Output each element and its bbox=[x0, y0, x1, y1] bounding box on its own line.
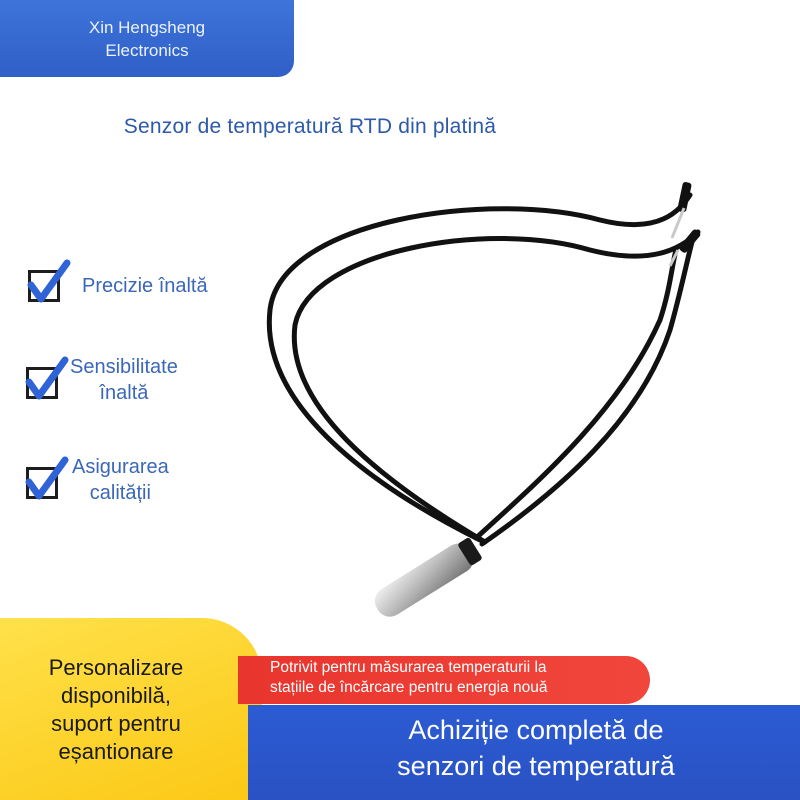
feature-label-line1: Precizie înaltă bbox=[82, 275, 208, 297]
checkbox-checked-icon bbox=[26, 467, 58, 499]
customization-line3: suport pentru bbox=[51, 711, 181, 736]
feature-quality-assurance bbox=[26, 454, 169, 506]
customization-text bbox=[16, 654, 216, 766]
feature-high-sensitivity bbox=[26, 354, 178, 406]
checkbox-checked-icon bbox=[28, 270, 60, 302]
customization-line2: disponibilă, bbox=[60, 683, 172, 708]
brand-badge bbox=[0, 0, 294, 77]
application-line2: stațiile de încărcare pentru energia nouă bbox=[270, 679, 548, 696]
procurement-text bbox=[306, 712, 766, 784]
rtd-sensor-image bbox=[240, 180, 720, 640]
application-line1: Potrivit pentru măsurarea temperaturii la bbox=[270, 659, 547, 676]
application-banner bbox=[238, 656, 650, 704]
brand-name-line1: Xin Hengsheng bbox=[88, 17, 206, 37]
feature-label-line2: calității bbox=[89, 482, 151, 504]
procurement-line1: Achiziție completă de bbox=[408, 715, 664, 745]
brand-name-line2: Electronics bbox=[105, 40, 189, 60]
feature-label-line1: Asigurarea bbox=[72, 456, 169, 478]
feature-high-precision bbox=[28, 270, 208, 302]
feature-label-line1: Sensibilitate bbox=[70, 356, 178, 378]
checkbox-checked-icon bbox=[26, 367, 58, 399]
customization-line1: Personalizare bbox=[48, 655, 184, 680]
procurement-line2: senzori de temperatură bbox=[397, 751, 675, 781]
customization-line4: eșantionare bbox=[58, 739, 174, 764]
feature-label-line2: înaltă bbox=[99, 382, 149, 404]
product-title: Senzor de temperatură RTD din platină bbox=[123, 115, 497, 138]
